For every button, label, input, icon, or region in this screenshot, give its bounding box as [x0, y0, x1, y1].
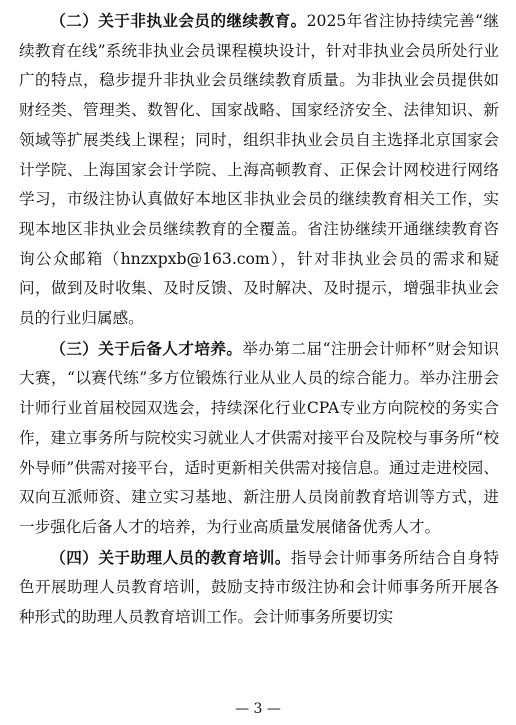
paragraph-heading: （三）关于后备人才培养。: [50, 338, 243, 358]
paragraph-talent-cultivation: [19, 334, 499, 543]
paragraph-text: 指导会计师事务所结合自身特色开展助理人员教育培训，鼓励支持市级注协和会计师事务所开展各种形式的助理人员教育培训工作。会计师事务所要切实: [19, 548, 499, 627]
paragraph-heading: （四）关于助理人员的教育培训。: [50, 547, 291, 567]
document-body: [19, 6, 499, 633]
paragraph-text: 2025年省注协持续完善“继续教育在线”系统非执业会员课程模块设计，针对非执业会员所处行业广的特点，稳步提升非执业会员继续教育质量。为非执业会员提供如财经类、管理类、数智化、国家战略、国家经济安全、法律知识、新领域等扩展类线上课程；同时，组织非执业会员自主选择北京国家会计学院、上海国家会计学院、上海高顿教育、正保会计网校进行网络学习，市级注协认真做好本地区非执业会员的继续教育相关工作，实现本地区非执业会员继续教育的全覆盖。省注协继续开通继续教育咨询公众邮箱（hnzxpxb@163.com），针对非执业会员的需求和疑问，做到及时收集、及时反馈、及时解决、及时提示，增强非执业会员的行业归属感。: [19, 12, 499, 328]
paragraph-assistant-training: [19, 543, 499, 633]
page-number: — 3 —: [235, 701, 281, 717]
paragraph-text: 举办第二届“注册会计师杯”财会知识大赛，“以赛代练”多方位锻炼行业从业人员的综合能力。举办注册会计师行业首届校园双选会，持续深化行业CPA专业方向院校的务实合作，建立事务所与院校实习就业人才供需对接平台及院校与事务所“校外导师”供需对接平台，适时更新相关供需对接信息。通过走进校园、双向互派师资、建立实习基地、新注册人员岗前教育培训等方式，进一步强化后备人才的培养，为行业高质量发展储备优秀人才。: [19, 339, 499, 536]
paragraph-heading: （二）关于非执业会员的继续教育。: [50, 11, 307, 30]
paragraph-continuing-education: [19, 6, 499, 334]
